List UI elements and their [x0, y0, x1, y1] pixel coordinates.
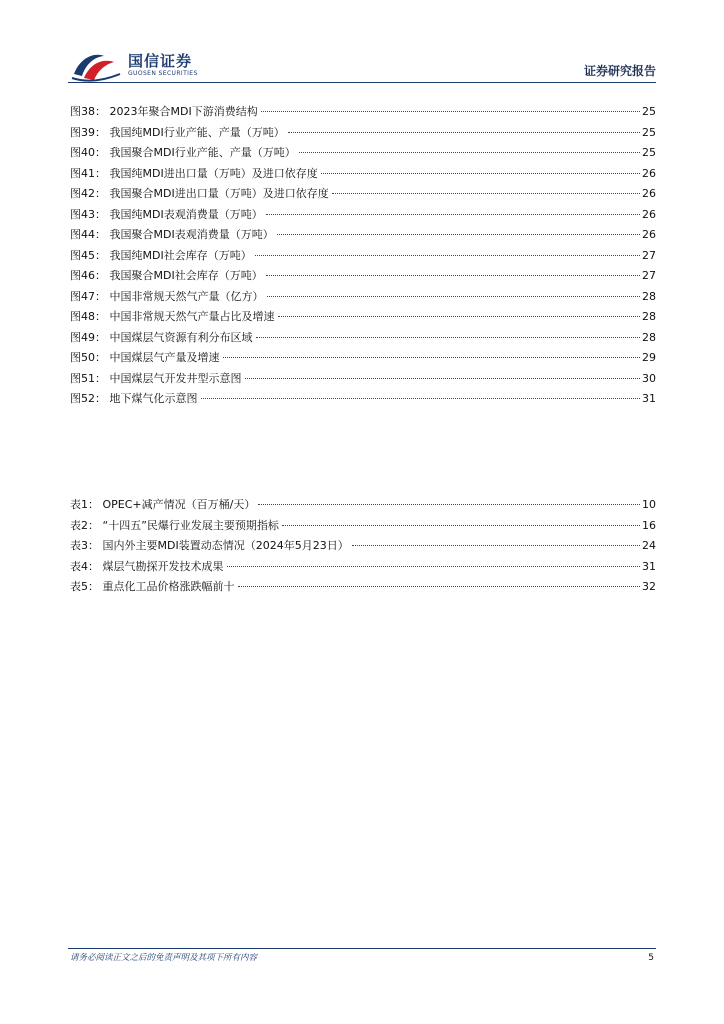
- toc-entry-label: 图40： 我国聚合MDI行业产能、产量（万吨）: [70, 146, 296, 159]
- toc-entry-table-5[interactable]: [70, 577, 656, 598]
- toc-dot-leader: [227, 566, 641, 567]
- toc-entry-table-4[interactable]: [70, 557, 656, 578]
- toc-entry-page: 10: [642, 498, 656, 511]
- toc-entry-page: 30: [642, 371, 656, 385]
- toc-entry-page: 29: [642, 351, 656, 364]
- toc-entry-label: 图49： 中国煤层气资源有利分布区域: [70, 330, 253, 344]
- toc-entry-page: 32: [642, 580, 656, 593]
- toc-entry-page: 28: [642, 289, 656, 303]
- toc-entry-figure-44[interactable]: [70, 225, 656, 246]
- toc-entry-label: 表4： 煤层气勘探开发技术成果: [70, 559, 224, 573]
- toc-entry-table-1[interactable]: [70, 495, 656, 516]
- toc-entry-page: 31: [642, 559, 656, 573]
- toc-entry-label: 图43： 我国纯MDI表观消费量（万吨）: [70, 207, 263, 221]
- table-index: [70, 495, 656, 598]
- toc-entry-page: 24: [642, 539, 656, 552]
- guosen-logo-icon: [70, 48, 122, 82]
- logo-chinese-name: 国信证券: [128, 52, 193, 70]
- toc-dot-leader: [332, 193, 640, 194]
- toc-entry-page: 28: [642, 310, 656, 323]
- toc-entry-page: 25: [642, 146, 656, 159]
- toc-entry-figure-45[interactable]: [70, 246, 656, 267]
- toc-entry-table-3[interactable]: [70, 536, 656, 557]
- header-divider: [68, 82, 656, 83]
- toc-entry-label: 图44： 我国聚合MDI表观消费量（万吨）: [70, 228, 274, 241]
- toc-entry-page: 27: [642, 269, 656, 282]
- toc-entry-figure-52[interactable]: [70, 389, 656, 410]
- disclaimer-note: 请务必阅读正文之后的免责声明及其项下所有内容: [70, 953, 258, 963]
- toc-dot-leader: [288, 132, 640, 133]
- toc-entry-figure-39[interactable]: [70, 123, 656, 144]
- toc-entry-page: 26: [642, 207, 656, 221]
- figure-index: [70, 102, 656, 410]
- toc-dot-leader: [255, 255, 640, 256]
- toc-entry-figure-38[interactable]: [70, 102, 656, 123]
- toc-entry-label: 图42： 我国聚合MDI进出口量（万吨）及进口依存度: [70, 187, 329, 200]
- toc-dot-leader: [266, 214, 640, 215]
- toc-entry-label: 表2： “十四五”民爆行业发展主要预期指标: [70, 518, 279, 532]
- toc-entry-label: 图41： 我国纯MDI进出口量（万吨）及进口依存度: [70, 166, 318, 180]
- toc-dot-leader: [266, 275, 640, 276]
- toc-entry-page: 26: [642, 166, 656, 180]
- toc-dot-leader: [258, 504, 640, 505]
- toc-entry-label: 图48： 中国非常规天然气产量占比及增速: [70, 310, 275, 323]
- toc-entry-label: 图50： 中国煤层气产量及增速: [70, 351, 220, 364]
- toc-dot-leader: [267, 296, 641, 297]
- toc-dot-leader: [278, 316, 641, 317]
- toc-entry-page: 26: [642, 228, 656, 241]
- toc-entry-label: 图51： 中国煤层气开发井型示意图: [70, 371, 242, 385]
- toc-entry-page: 27: [642, 248, 656, 262]
- toc-dot-leader: [352, 545, 640, 546]
- toc-entry-figure-41[interactable]: [70, 164, 656, 185]
- toc-entry-page: 31: [642, 392, 656, 405]
- toc-dot-leader: [256, 337, 641, 338]
- toc-entry-figure-43[interactable]: [70, 205, 656, 226]
- toc-entry-figure-42[interactable]: [70, 184, 656, 205]
- toc-dot-leader: [223, 357, 641, 358]
- report-type-label: 证券研究报告: [583, 64, 656, 78]
- toc-entry-label: 表1： OPEC+减产情况（百万桶/天）: [70, 498, 256, 511]
- toc-dot-leader: [277, 234, 640, 235]
- toc-entry-page: 26: [642, 187, 656, 200]
- toc-entry-figure-47[interactable]: [70, 287, 656, 308]
- toc-entry-figure-46[interactable]: [70, 266, 656, 287]
- toc-entry-figure-48[interactable]: [70, 307, 656, 328]
- toc-entry-figure-51[interactable]: [70, 369, 656, 390]
- toc-entry-label: 表3： 国内外主要MDI装置动态情况（2024年5月23日）: [70, 539, 349, 552]
- toc-entry-figure-40[interactable]: [70, 143, 656, 164]
- toc-entry-label: 图52： 地下煤气化示意图: [70, 392, 198, 405]
- footer-divider: [68, 948, 656, 949]
- toc-dot-leader: [238, 586, 641, 587]
- toc-dot-leader: [299, 152, 640, 153]
- toc-entry-table-2[interactable]: [70, 516, 656, 537]
- toc-dot-leader: [261, 111, 640, 112]
- toc-dot-leader: [321, 173, 640, 174]
- toc-entry-page: 16: [642, 518, 656, 532]
- toc-entry-label: 图47： 中国非常规天然气产量（亿方）: [70, 289, 264, 303]
- toc-entry-page: 25: [642, 105, 656, 118]
- page-number: 5: [648, 953, 654, 963]
- toc-entry-page: 28: [642, 330, 656, 344]
- toc-entry-figure-50[interactable]: [70, 348, 656, 369]
- page-header: [0, 0, 724, 90]
- toc-dot-leader: [201, 398, 641, 399]
- toc-entry-label: 图46： 我国聚合MDI社会库存（万吨）: [70, 269, 263, 282]
- toc-entry-label: 图39： 我国纯MDI行业产能、产量（万吨）: [70, 125, 285, 139]
- guosen-logo: [70, 48, 200, 84]
- toc-entry-label: 图45： 我国纯MDI社会库存（万吨）: [70, 248, 252, 262]
- toc-entry-figure-49[interactable]: [70, 328, 656, 349]
- toc-dot-leader: [282, 525, 640, 526]
- toc-entry-label: 图38： 2023年聚合MDI下游消费结构: [70, 105, 258, 118]
- toc-entry-page: 25: [642, 125, 656, 139]
- toc-entry-label: 表5： 重点化工品价格涨跌幅前十: [70, 580, 235, 593]
- toc-dot-leader: [245, 378, 641, 379]
- logo-english-name: GUOSEN SECURITIES: [128, 70, 198, 77]
